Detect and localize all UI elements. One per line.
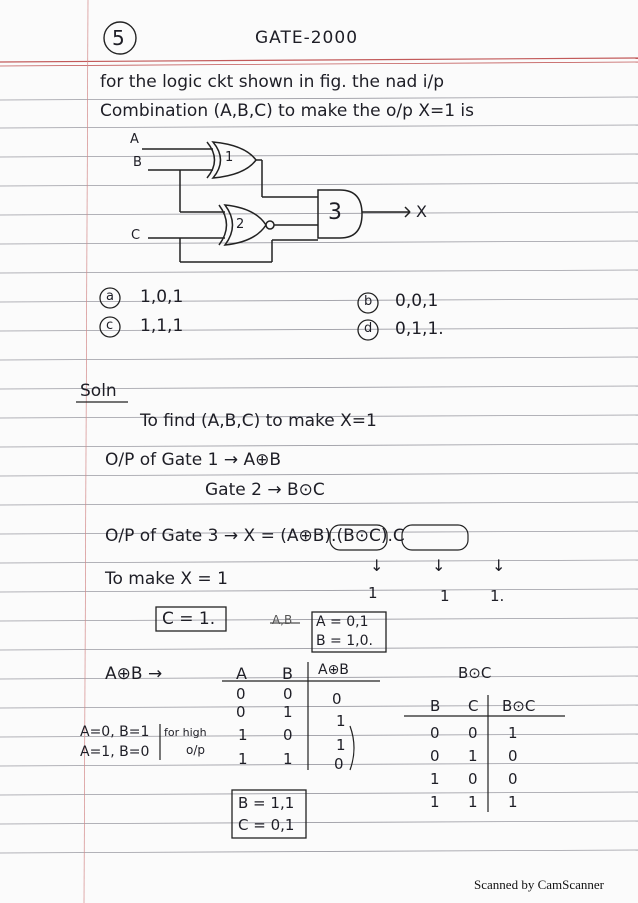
- gate-3-label: 3: [328, 200, 342, 225]
- question-line-1: for the logic ckt shown in fig. the nad i/p: [100, 72, 444, 92]
- gate-1-label: 1: [225, 150, 234, 165]
- exam-title: GATE-2000: [255, 28, 359, 48]
- xnor-r0-b: 0: [430, 724, 440, 742]
- arrow-3: ↓: [492, 556, 506, 575]
- option-b-value[interactable]: 0,0,1: [395, 291, 439, 311]
- one-1: 1: [368, 584, 378, 602]
- arrow-2: ↓: [432, 556, 446, 575]
- gate-2-label: 2: [236, 217, 245, 232]
- xor-header-out: A⊕B: [318, 662, 349, 678]
- option-c-value[interactable]: 1,1,1: [140, 316, 184, 336]
- input-b-label: B: [133, 155, 142, 170]
- solution-line-3: Gate 2 → B⊙C: [205, 480, 325, 500]
- xnor-r0-c: 0: [468, 724, 478, 742]
- option-a-value[interactable]: 1,0,1: [140, 287, 184, 307]
- note-a0-b1: A=0, B=1: [80, 724, 150, 740]
- xnor-r3-out: 1: [508, 793, 518, 811]
- one-3: 1.: [490, 587, 505, 605]
- xor-r2-a: 1: [238, 726, 248, 744]
- question-line-2: Combination (A,B,C) to make the o/p X=1 is: [100, 101, 475, 121]
- xor-r0-a: 0: [236, 685, 246, 703]
- xor-r1-out: 1: [336, 712, 346, 730]
- xor-label: A⊕B →: [105, 664, 163, 684]
- xnor-r1-b: 0: [430, 747, 440, 765]
- xnor-r0-out: 1: [508, 724, 518, 742]
- solution-heading: Soln: [80, 381, 117, 401]
- xor-r3-a: 1: [238, 750, 248, 768]
- xor-r1-a: 0: [236, 703, 246, 721]
- input-c-label: C: [131, 228, 141, 243]
- option-b-letter: b: [364, 294, 373, 309]
- ab-struck-label: A,B: [272, 613, 293, 627]
- bc-box-line-1: B = 1,1: [238, 794, 295, 812]
- xnor-header-c: C: [468, 697, 479, 715]
- xor-header-a: A: [236, 664, 247, 683]
- xor-r0-out: 0: [332, 690, 342, 708]
- xor-r1-b: 1: [283, 703, 293, 721]
- xor-r2-b: 0: [283, 726, 293, 744]
- xnor-r3-c: 1: [468, 793, 478, 811]
- ab-box-line-1: A = 0,1: [316, 614, 369, 630]
- xnor-title: B⊙C: [458, 664, 492, 682]
- ab-box-line-2: B = 1,0.: [316, 633, 373, 649]
- xnor-header-b: B: [430, 697, 441, 715]
- output-x-label: X: [416, 202, 427, 221]
- xor-r3-b: 1: [283, 750, 293, 768]
- xnor-r1-c: 1: [468, 747, 478, 765]
- note-op: o/p: [186, 743, 206, 757]
- input-a-label: A: [130, 132, 139, 147]
- xor-r2-out: 1: [336, 736, 346, 754]
- xnor-header-out: B⊙C: [502, 697, 536, 715]
- arrow-1: ↓: [370, 556, 384, 575]
- xnor-r1-out: 0: [508, 747, 518, 765]
- xor-r0-b: 0: [283, 685, 293, 703]
- scanner-watermark: Scanned by CamScanner: [474, 877, 604, 892]
- bc-box-line-2: C = 0,1: [238, 816, 295, 834]
- note-for-high: for high: [164, 726, 207, 739]
- solution-line-5: To make X = 1: [105, 569, 228, 589]
- question-number: 5: [112, 26, 125, 50]
- option-c-letter: c: [106, 318, 114, 333]
- option-d-letter: d: [364, 321, 373, 336]
- xor-header-b: B: [282, 664, 293, 683]
- xnor-r2-b: 1: [430, 770, 440, 788]
- c-equals-1-box: C = 1.: [162, 609, 216, 629]
- note-a1-b0: A=1, B=0: [80, 744, 150, 760]
- xor-r3-out: 0: [334, 755, 344, 773]
- solution-line-2: O/P of Gate 1 → A⊕B: [105, 450, 282, 470]
- option-d-value[interactable]: 0,1,1.: [395, 319, 444, 339]
- xnor-r2-out: 0: [508, 770, 518, 788]
- solution-line-4: O/P of Gate 3 → X = (A⊕B).(B⊙C).C: [105, 526, 405, 546]
- xnor-r2-c: 0: [468, 770, 478, 788]
- logic-circuit: [142, 142, 410, 262]
- one-2: 1: [440, 587, 450, 605]
- solution-line-1: To find (A,B,C) to make X=1: [140, 411, 377, 431]
- option-a-letter: a: [106, 289, 114, 304]
- xnor-r3-b: 1: [430, 793, 440, 811]
